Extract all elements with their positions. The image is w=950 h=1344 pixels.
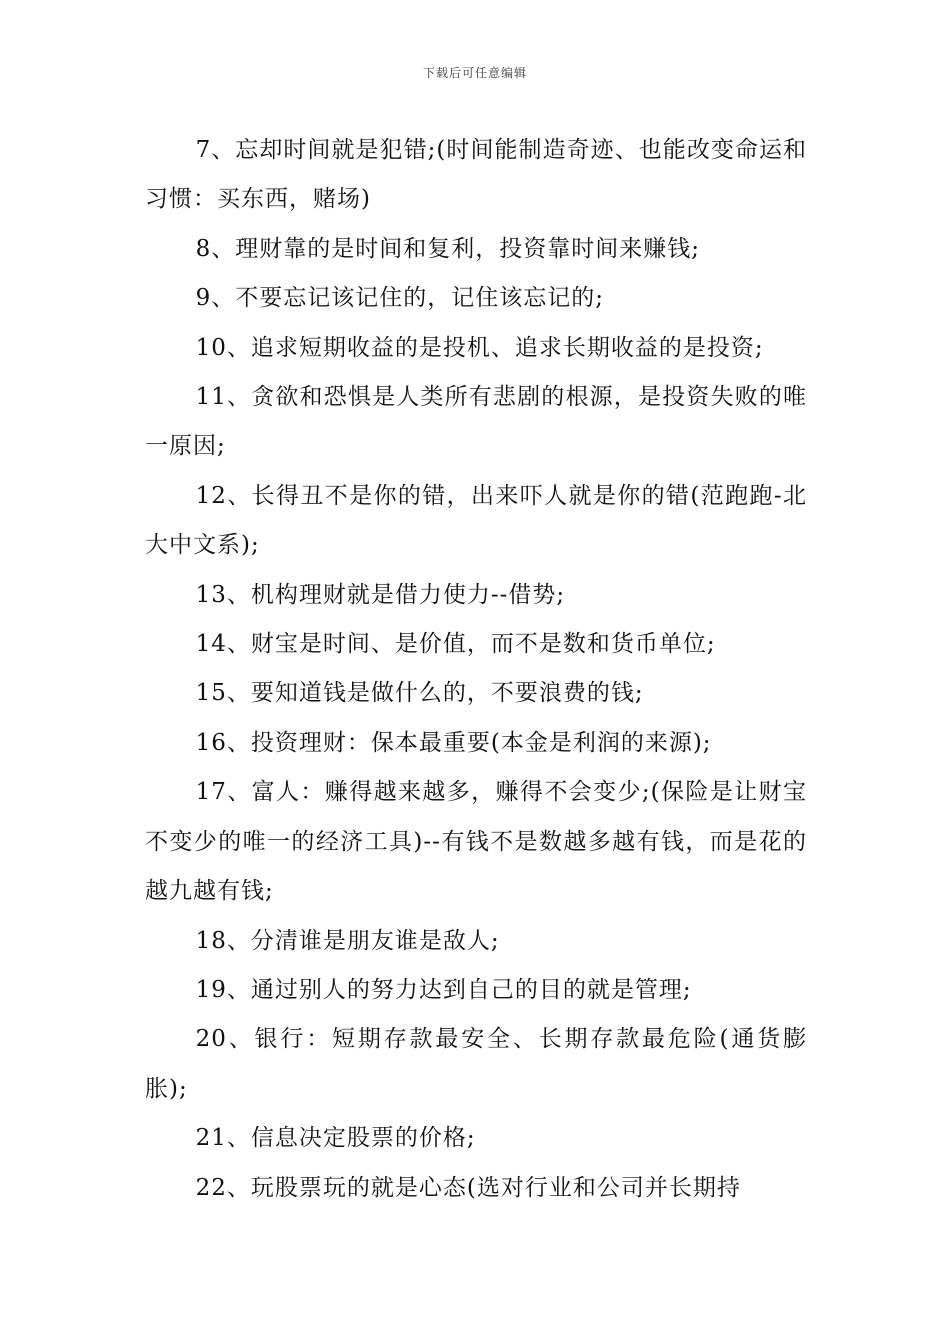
paragraph-17: 17、富人：赚得越来越多，赚得不会变少;(保险是让财宝不变少的唯一的经济工具)--有钱不是数越多越有钱，而是花的越九越有钱; — [145, 779, 807, 905]
paragraph-12: 12、长得丑不是你的错，出来吓人就是你的错(范跑跑-北大中文系); — [145, 482, 807, 559]
paragraph-22: 22、玩股票玩的就是心态(选对行业和公司并长期持 — [195, 1174, 741, 1201]
paragraph-10: 10、追求短期收益的是投机、追求长期收益的是投资; — [195, 334, 764, 361]
paragraph-11: 11、贪欲和恐惧是人类所有悲剧的根源，是投资失败的唯一原因; — [145, 384, 807, 460]
paragraph-15: 15、要知道钱是做什么的，不要浪费的钱; — [195, 680, 644, 707]
paragraph-14: 14、财宝是时间、是价值，而不是数和货币单位; — [195, 631, 716, 658]
paragraph-19: 19、通过别人的努力达到自己的目的就是管理; — [195, 976, 692, 1003]
page-header: 下载后可任意编辑 — [422, 66, 527, 80]
document-body — [145, 126, 807, 1213]
paragraph-20: 20、银行：短期存款最安全、长期存款最危险(通货膨胀); — [145, 1026, 807, 1102]
paragraph-7: 7、忘却时间就是犯错;(时间能制造奇迹、也能改变命运和习惯：买东西，赌场) — [145, 137, 807, 213]
paragraph-18: 18、分清谁是朋友谁是敌人; — [195, 927, 500, 954]
paragraph-21: 21、信息决定股票的价格; — [195, 1125, 476, 1152]
paragraph-16: 16、投资理财：保本最重要(本金是利润的来源); — [195, 729, 712, 756]
paragraph-9: 9、不要忘记该记住的，记住该忘记的; — [195, 285, 604, 312]
paragraph-8: 8、理财靠的是时间和复利，投资靠时间来赚钱; — [195, 235, 700, 262]
paragraph-13: 13、机构理财就是借力使力--借势; — [195, 581, 566, 608]
